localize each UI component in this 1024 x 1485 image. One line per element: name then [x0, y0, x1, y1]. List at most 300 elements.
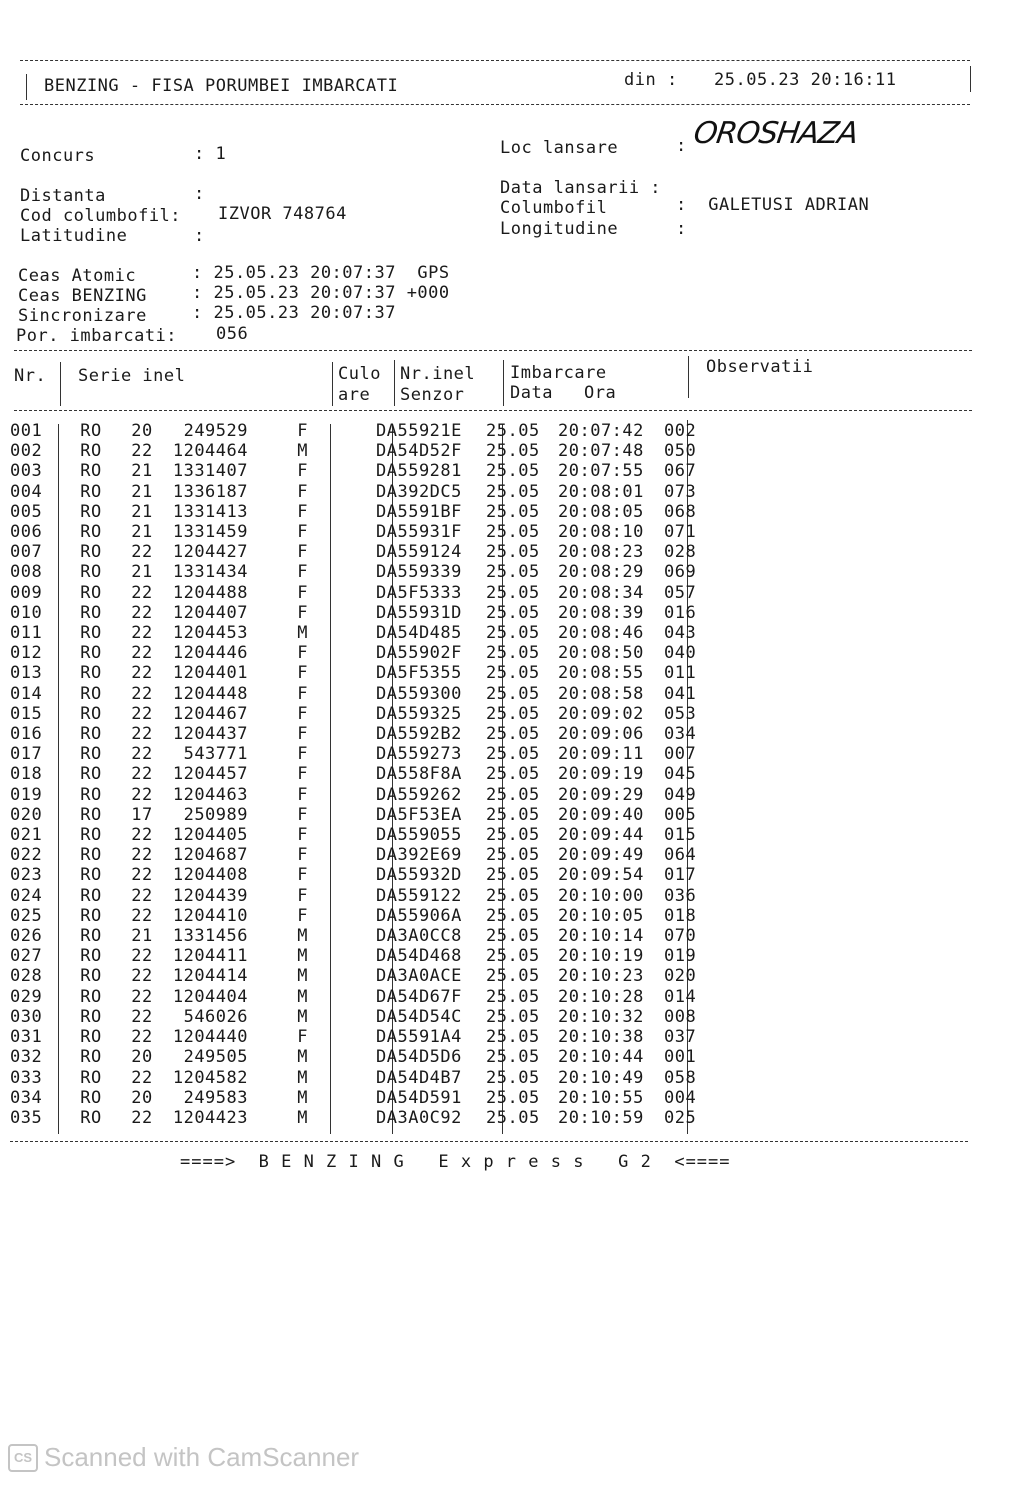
observation: 016 [664, 602, 697, 623]
ring-number: 249529 [183, 421, 248, 441]
boarding-date: 25.05 [486, 744, 540, 765]
ring-year: 22 [131, 764, 153, 785]
sensor-id: DA559281 [376, 461, 462, 482]
ring-year: 22 [131, 784, 153, 805]
color [314, 684, 376, 704]
document-title: BENZING - FISA PORUMBEI IMBARCATI [44, 76, 399, 96]
ring-year: 20 [131, 421, 153, 441]
table-row [10, 886, 724, 906]
boarding-time: 20:08:58 [558, 683, 644, 704]
sensor-id: DA54D67F [376, 986, 462, 1007]
table-row [10, 987, 724, 1007]
loc-lansare-colon: : [676, 136, 687, 156]
sensor-id: DA54D4B7 [376, 1067, 462, 1088]
color [314, 522, 376, 542]
row-nr: 016 [10, 724, 43, 745]
color [314, 966, 376, 986]
ring-number: 543771 [183, 744, 248, 765]
ring-country: RO [80, 522, 102, 543]
ring-country: RO [80, 1067, 102, 1088]
ring-year: 22 [131, 582, 153, 603]
longitudine-value: : [676, 219, 687, 239]
ring-year: 22 [131, 663, 153, 684]
table-row [10, 785, 724, 805]
ring-country: RO [80, 441, 102, 462]
sex: M [297, 1006, 308, 1027]
boarding-time: 20:09:11 [558, 744, 644, 765]
sex: F [297, 522, 308, 543]
table-row [10, 906, 724, 926]
boarding-time: 20:08:05 [558, 501, 644, 522]
ring-country: RO [80, 825, 102, 846]
observation: 034 [664, 724, 697, 745]
sex: F [297, 421, 308, 441]
ring-number: 249505 [183, 1047, 248, 1068]
ring-country: RO [80, 663, 102, 684]
ring-year: 22 [131, 683, 153, 704]
table-bottom-border [10, 1141, 968, 1142]
table-row [10, 441, 724, 461]
ring-country: RO [80, 1047, 102, 1068]
ring-number: 1204446 [172, 643, 248, 664]
row-nr: 013 [10, 663, 43, 684]
sensor-id: DA54D468 [376, 946, 462, 967]
boarding-time: 20:10:28 [558, 986, 644, 1007]
ring-country: RO [80, 946, 102, 967]
ring-year: 22 [131, 885, 153, 906]
boarding-date: 25.05 [486, 946, 540, 967]
loc-lansare-handwritten: OROSHAZA [691, 116, 860, 151]
observation: 036 [664, 885, 697, 906]
ring-year: 22 [131, 623, 153, 644]
boarding-date: 25.05 [486, 421, 540, 441]
sex: F [297, 724, 308, 745]
observation: 064 [664, 845, 697, 866]
row-nr: 002 [10, 441, 43, 462]
observation: 043 [664, 623, 697, 644]
header-right-bar [970, 66, 971, 92]
color [314, 1088, 376, 1108]
sensor-id: DA559339 [376, 562, 462, 583]
col-ora: Ora [584, 383, 617, 403]
camscanner-logo-icon: CS [8, 1444, 38, 1472]
row-nr: 014 [10, 683, 43, 704]
boarding-date: 25.05 [486, 1107, 540, 1128]
boarding-date: 25.05 [486, 542, 540, 563]
boarding-date: 25.05 [486, 461, 540, 482]
sex: F [297, 784, 308, 805]
sensor-id: DA54D54C [376, 1006, 462, 1027]
color [314, 926, 376, 946]
ring-country: RO [80, 784, 102, 805]
observation: 053 [664, 703, 697, 724]
color [314, 502, 376, 522]
sex: F [297, 804, 308, 825]
ring-year: 22 [131, 703, 153, 724]
sex: F [297, 744, 308, 765]
ceas-benzing-value: : 25.05.23 20:07:37 +000 [192, 283, 450, 303]
table-row [10, 704, 724, 724]
sex: F [297, 764, 308, 785]
ring-country: RO [80, 501, 102, 522]
row-nr: 024 [10, 885, 43, 906]
ring-number: 1204457 [172, 764, 248, 785]
cod-columbofil-value: IZVOR 748764 [218, 204, 347, 224]
col-nr-inel-1: Nr.inel [400, 364, 476, 384]
observation: 020 [664, 966, 697, 987]
ring-number: 1204404 [172, 986, 248, 1007]
boarding-date: 25.05 [486, 1027, 540, 1048]
header-sep-3 [394, 360, 395, 406]
distanta-value: : [194, 184, 205, 204]
color [314, 704, 376, 724]
ring-country: RO [80, 481, 102, 502]
sensor-id: DA54D591 [376, 1087, 462, 1108]
ring-number: 1204463 [172, 784, 248, 805]
boarding-time: 20:10:49 [558, 1067, 644, 1088]
ring-number: 1331434 [172, 562, 248, 583]
ring-country: RO [80, 421, 102, 441]
ring-number: 249583 [183, 1087, 248, 1108]
observation: 068 [664, 501, 697, 522]
color [314, 421, 376, 441]
boarding-time: 20:09:29 [558, 784, 644, 805]
ring-country: RO [80, 703, 102, 724]
columbofil-label: Columbofil [500, 198, 608, 218]
por-imbarcati-value: 056 [216, 324, 249, 344]
ring-year: 22 [131, 1027, 153, 1048]
cod-columbofil-label: Cod columbofil: [20, 206, 182, 226]
table-row [10, 1068, 724, 1088]
ring-number: 1204464 [172, 441, 248, 462]
observation: 001 [664, 1047, 697, 1068]
row-nr: 012 [10, 643, 43, 664]
color [314, 623, 376, 643]
observation: 004 [664, 1087, 697, 1108]
ring-number: 1204407 [172, 602, 248, 623]
sensor-id: DA559325 [376, 703, 462, 724]
ring-number: 1331413 [172, 501, 248, 522]
color [314, 886, 376, 906]
row-nr: 008 [10, 562, 43, 583]
print-date: 25.05.23 20:16:11 [714, 70, 897, 90]
boarding-date: 25.05 [486, 1006, 540, 1027]
boarding-date: 25.05 [486, 804, 540, 825]
header-sep-5 [688, 356, 689, 398]
header-left-bar [26, 74, 27, 100]
color [314, 562, 376, 582]
table-row [10, 421, 724, 441]
ring-number: 250989 [183, 804, 248, 825]
ring-year: 21 [131, 926, 153, 947]
boarding-time: 20:09:06 [558, 724, 644, 745]
ring-year: 22 [131, 542, 153, 563]
boarding-time: 20:10:38 [558, 1027, 644, 1048]
ring-number: 1204427 [172, 542, 248, 563]
boarding-time: 20:09:44 [558, 825, 644, 846]
sensor-id: DA55906A [376, 905, 462, 926]
table-row [10, 1047, 724, 1067]
boarding-time: 20:08:10 [558, 522, 644, 543]
ring-year: 21 [131, 461, 153, 482]
col-culoare-1: Culo [338, 364, 381, 384]
ring-country: RO [80, 602, 102, 623]
ring-number: 1204405 [172, 825, 248, 846]
row-nr: 027 [10, 946, 43, 967]
observation: 018 [664, 905, 697, 926]
ring-number: 1204437 [172, 724, 248, 745]
ring-country: RO [80, 1107, 102, 1128]
row-nr: 007 [10, 542, 43, 563]
ring-number: 1204408 [172, 865, 248, 886]
longitudine-label: Longitudine [500, 219, 619, 239]
boarding-time: 20:08:29 [558, 562, 644, 583]
table-row [10, 684, 724, 704]
sensor-id: DA54D5D6 [376, 1047, 462, 1068]
row-nr: 022 [10, 845, 43, 866]
ring-country: RO [80, 1006, 102, 1027]
header-bottom-border [20, 104, 970, 105]
table-header-bottom-border [14, 410, 972, 411]
sex: F [297, 461, 308, 482]
ring-year: 21 [131, 501, 153, 522]
boarding-date: 25.05 [486, 764, 540, 785]
camscanner-watermark [8, 1442, 359, 1473]
boarding-time: 20:08:01 [558, 481, 644, 502]
ring-year: 22 [131, 1006, 153, 1027]
table-row [10, 461, 724, 481]
table-row [10, 805, 724, 825]
concurs-label: Concurs [20, 146, 96, 166]
color [314, 461, 376, 481]
observation: 015 [664, 825, 697, 846]
ring-number: 1204439 [172, 885, 248, 906]
sex: M [297, 926, 308, 947]
table-row [10, 926, 724, 946]
ring-year: 21 [131, 522, 153, 543]
sensor-id: DA5F5355 [376, 663, 462, 684]
ring-year: 22 [131, 744, 153, 765]
sensor-id: DA559055 [376, 825, 462, 846]
color [314, 825, 376, 845]
header-sep-2 [332, 362, 333, 406]
table-row [10, 1088, 724, 1108]
ring-country: RO [80, 724, 102, 745]
color [314, 482, 376, 502]
boarding-date: 25.05 [486, 623, 540, 644]
boarding-date: 25.05 [486, 986, 540, 1007]
table-row [10, 502, 724, 522]
sensor-id: DA559300 [376, 683, 462, 704]
boarding-time: 20:08:34 [558, 582, 644, 603]
boarding-date: 25.05 [486, 905, 540, 926]
boarding-time: 20:08:23 [558, 542, 644, 563]
color [314, 764, 376, 784]
sensor-id: DA5F5333 [376, 582, 462, 603]
boarding-date: 25.05 [486, 926, 540, 947]
boarding-time: 20:10:05 [558, 905, 644, 926]
table-row [10, 562, 724, 582]
ring-number: 1204488 [172, 582, 248, 603]
col-culoare-2: are [338, 385, 371, 405]
ring-year: 22 [131, 986, 153, 1007]
ring-number: 1336187 [172, 481, 248, 502]
observation: 049 [664, 784, 697, 805]
sensor-id: DA558F8A [376, 764, 462, 785]
sex: F [297, 602, 308, 623]
sex: F [297, 643, 308, 664]
sensor-id: DA54D52F [376, 441, 462, 462]
boarding-time: 20:10:59 [558, 1107, 644, 1128]
ring-country: RO [80, 562, 102, 583]
ring-country: RO [80, 1027, 102, 1048]
boarding-date: 25.05 [486, 703, 540, 724]
ring-year: 21 [131, 562, 153, 583]
row-nr: 006 [10, 522, 43, 543]
sex: M [297, 966, 308, 987]
ring-country: RO [80, 804, 102, 825]
color [314, 906, 376, 926]
col-serie-inel: Serie inel [78, 366, 186, 386]
distanta-label: Distanta [20, 186, 106, 206]
ring-year: 22 [131, 602, 153, 623]
ring-year: 22 [131, 946, 153, 967]
ring-number: 1204423 [172, 1107, 248, 1128]
col-nr: Nr. [14, 366, 47, 386]
ring-number: 1331456 [172, 926, 248, 947]
ring-country: RO [80, 623, 102, 644]
observation: 005 [664, 804, 697, 825]
sex: F [297, 501, 308, 522]
boarding-time: 20:08:39 [558, 602, 644, 623]
ring-number: 546026 [183, 1006, 248, 1027]
row-nr: 001 [10, 421, 43, 441]
table-row [10, 1027, 724, 1047]
ring-number: 1204448 [172, 683, 248, 704]
ring-number: 1204467 [172, 703, 248, 724]
observation: 019 [664, 946, 697, 967]
observation: 007 [664, 744, 697, 765]
ring-year: 22 [131, 1107, 153, 1128]
row-nr: 011 [10, 623, 43, 644]
color [314, 643, 376, 663]
sensor-id: DA55932D [376, 865, 462, 886]
boarding-date: 25.05 [486, 885, 540, 906]
ring-year: 22 [131, 643, 153, 664]
row-nr: 005 [10, 501, 43, 522]
sensor-id: DA54D485 [376, 623, 462, 644]
boarding-date: 25.05 [486, 663, 540, 684]
table-row [10, 865, 724, 885]
ring-country: RO [80, 845, 102, 866]
header-sep-1 [60, 362, 61, 406]
table-row [10, 1007, 724, 1027]
boarding-date: 25.05 [486, 865, 540, 886]
boarding-table [10, 421, 724, 1128]
row-nr: 015 [10, 703, 43, 724]
por-imbarcati-label: Por. imbarcati: [16, 326, 178, 346]
sensor-id: DA3A0C92 [376, 1107, 462, 1128]
sensor-id: DA559273 [376, 744, 462, 765]
row-nr: 020 [10, 804, 43, 825]
boarding-time: 20:07:42 [558, 421, 644, 441]
footer-banner: ====> B E N Z I N G E x p r e s s G 2 <==== [180, 1152, 731, 1172]
observation: 071 [664, 522, 697, 543]
ring-year: 22 [131, 845, 153, 866]
ring-country: RO [80, 764, 102, 785]
columbofil-value: : GALETUSI ADRIAN [676, 195, 870, 215]
color [314, 946, 376, 966]
row-nr: 004 [10, 481, 43, 502]
boarding-time: 20:10:32 [558, 1006, 644, 1027]
table-row [10, 643, 724, 663]
sensor-id: DA55921E [376, 421, 462, 441]
boarding-time: 20:09:19 [558, 764, 644, 785]
color [314, 441, 376, 461]
sensor-id: DA5F53EA [376, 804, 462, 825]
sensor-id: DA559262 [376, 784, 462, 805]
boarding-time: 20:10:00 [558, 885, 644, 906]
boarding-time: 20:10:14 [558, 926, 644, 947]
ceas-atomic-value: : 25.05.23 20:07:37 GPS [192, 263, 450, 283]
boarding-date: 25.05 [486, 1087, 540, 1108]
ring-country: RO [80, 1087, 102, 1108]
observation: 028 [664, 542, 697, 563]
row-nr: 031 [10, 1027, 43, 1048]
boarding-date: 25.05 [486, 1047, 540, 1068]
sex: F [297, 885, 308, 906]
color [314, 583, 376, 603]
sex: M [297, 1067, 308, 1088]
color [314, 1047, 376, 1067]
row-nr: 033 [10, 1067, 43, 1088]
observation: 045 [664, 764, 697, 785]
col-imbarcare: Imbarcare [510, 363, 607, 383]
table-row [10, 542, 724, 562]
boarding-time: 20:10:23 [558, 966, 644, 987]
color [314, 845, 376, 865]
sincronizare-label: Sincronizare [18, 306, 147, 326]
boarding-time: 20:09:54 [558, 865, 644, 886]
boarding-date: 25.05 [486, 562, 540, 583]
ring-country: RO [80, 986, 102, 1007]
row-nr: 017 [10, 744, 43, 765]
sex: F [297, 663, 308, 684]
observation: 058 [664, 1067, 697, 1088]
sensor-id: DA5592B2 [376, 724, 462, 745]
color [314, 1027, 376, 1047]
ring-year: 22 [131, 865, 153, 886]
loc-lansare-label: Loc lansare [500, 138, 619, 158]
sex: F [297, 865, 308, 886]
observation: 014 [664, 986, 697, 1007]
sex: M [297, 1107, 308, 1128]
data-lansarii-label: Data lansarii : [500, 178, 662, 198]
row-nr: 030 [10, 1006, 43, 1027]
observation: 041 [664, 683, 697, 704]
boarding-date: 25.05 [486, 501, 540, 522]
boarding-date: 25.05 [486, 522, 540, 543]
sex: F [297, 703, 308, 724]
ring-year: 22 [131, 724, 153, 745]
observation: 037 [664, 1027, 697, 1048]
sex: F [297, 845, 308, 866]
header-sep-4 [503, 360, 504, 406]
color [314, 1007, 376, 1027]
sensor-id: DA392E69 [376, 845, 462, 866]
sensor-id: DA3A0ACE [376, 966, 462, 987]
boarding-time: 20:10:44 [558, 1047, 644, 1068]
